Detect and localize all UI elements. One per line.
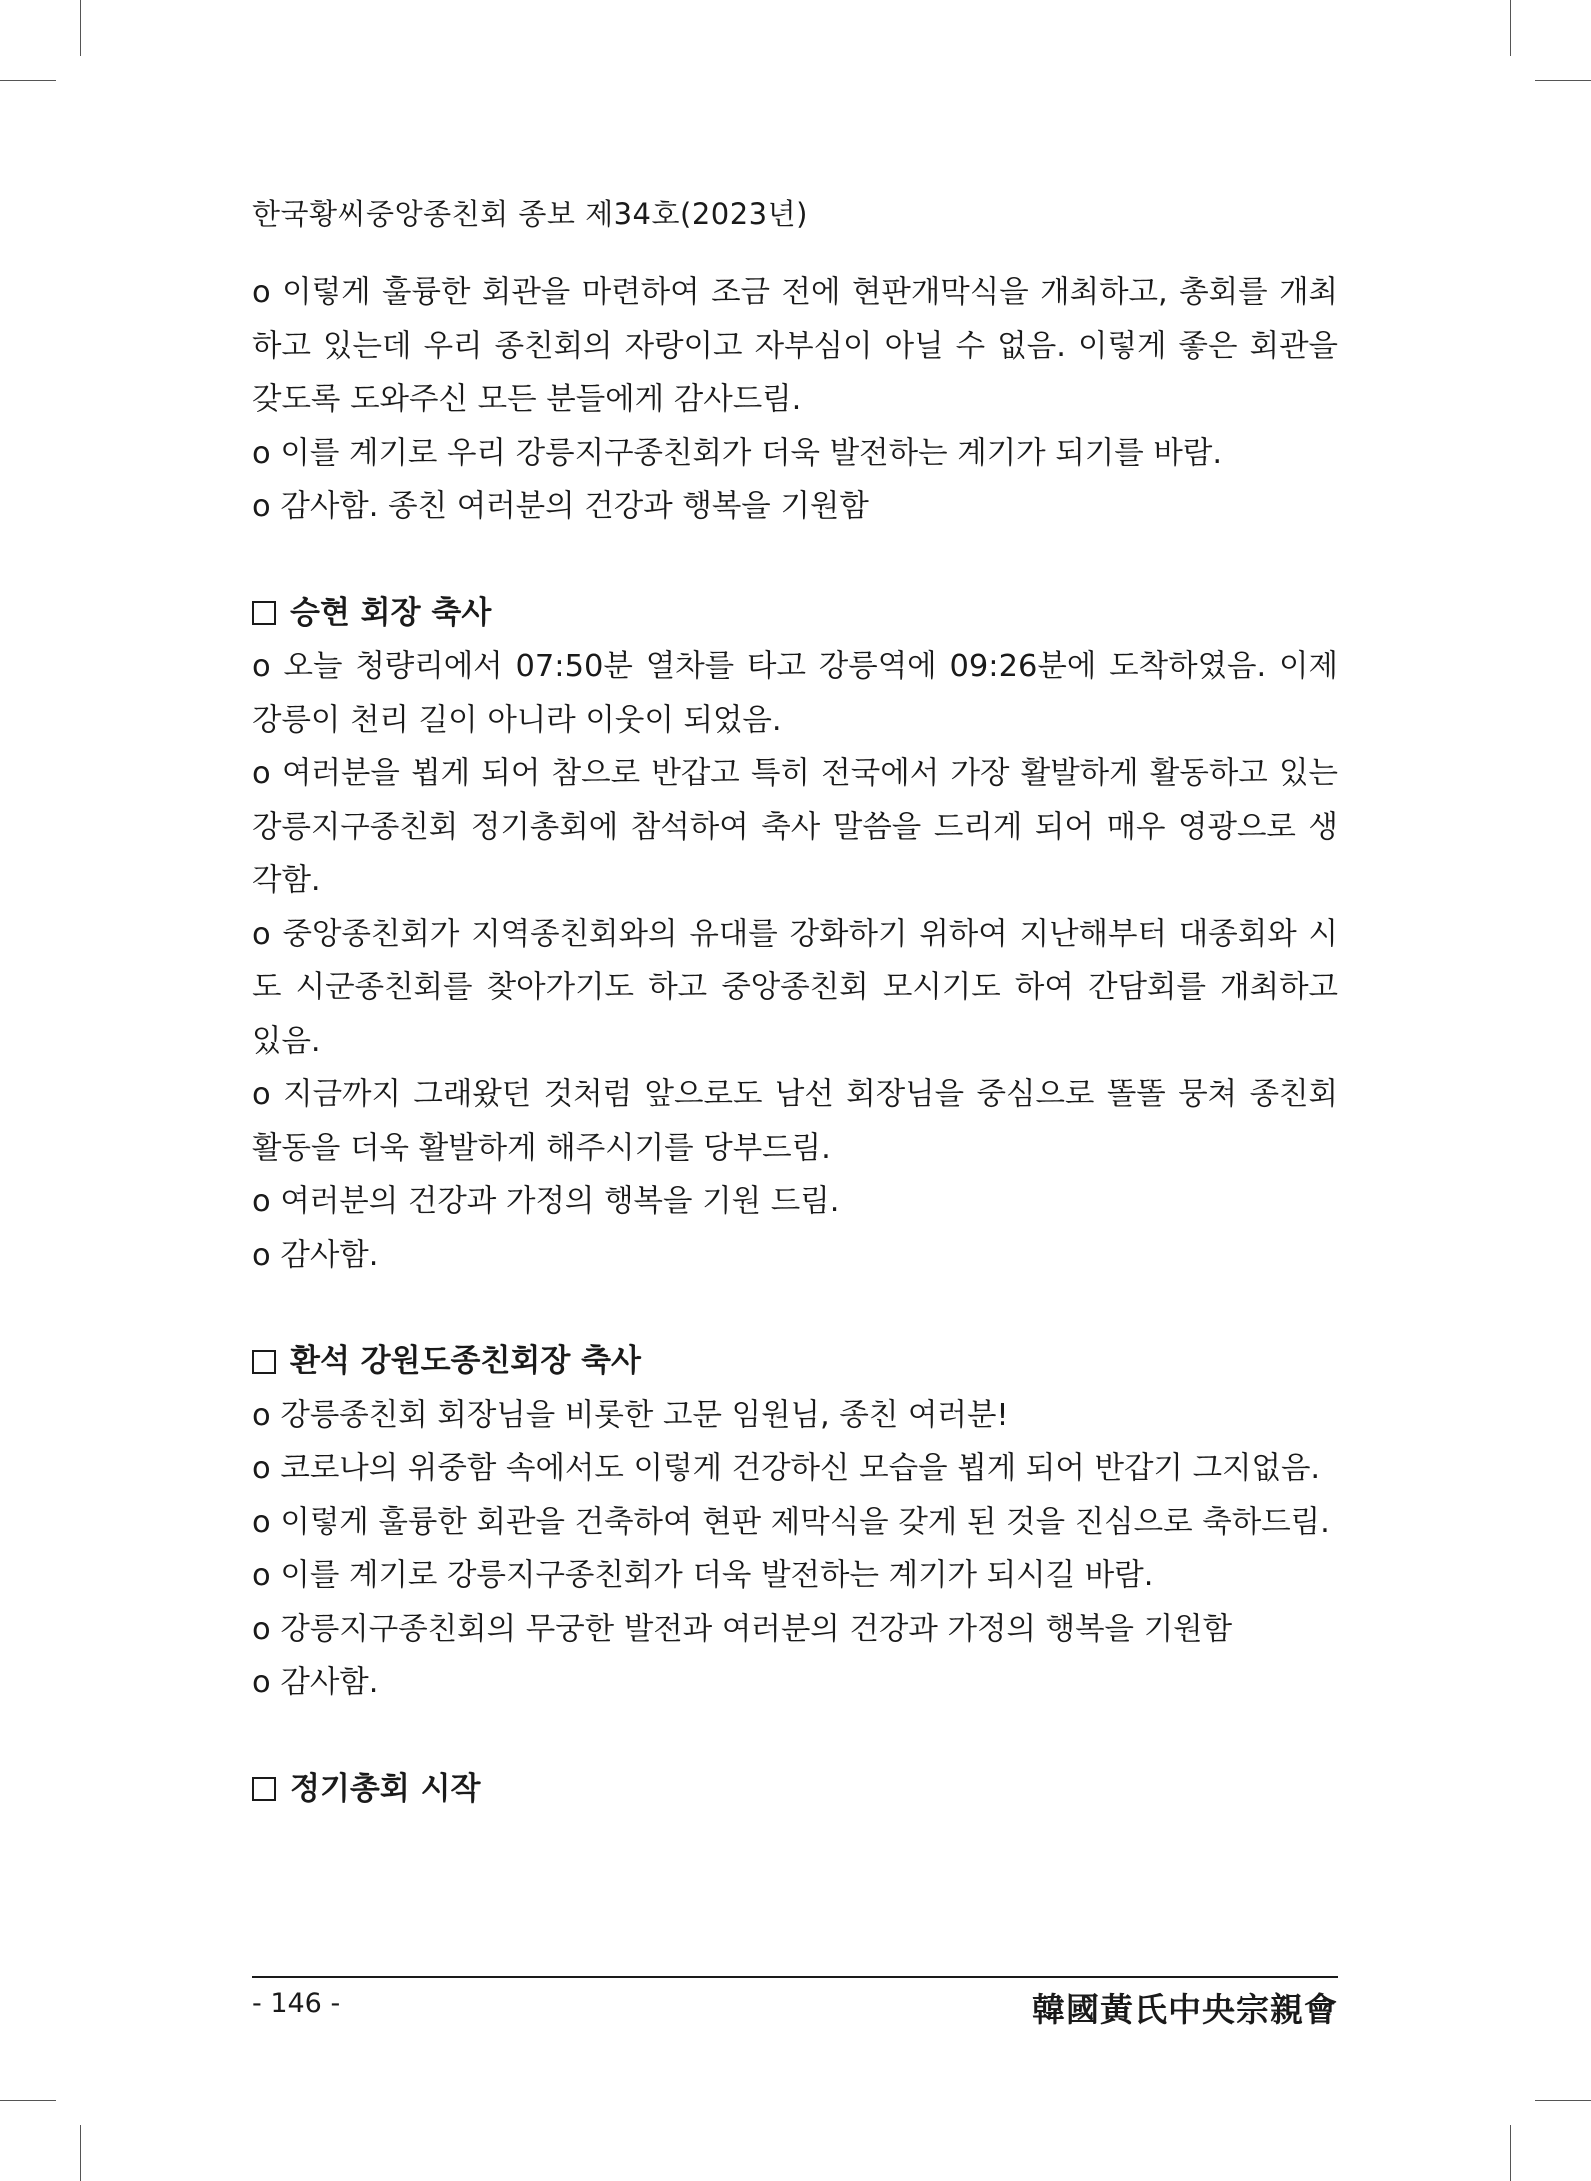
paragraph: o 여러분의 건강과 가정의 행복을 기원 드림. xyxy=(252,1184,840,1219)
crop-mark xyxy=(1510,0,1511,56)
section-heading-text: 정기총회 시작 xyxy=(290,1770,481,1807)
organization-name: 韓國黃氏中央宗親會 xyxy=(1032,1990,1338,2029)
crop-mark xyxy=(80,2125,81,2181)
crop-mark xyxy=(0,2100,56,2101)
checkbox-square-icon xyxy=(252,601,276,625)
checkbox-square-icon xyxy=(252,1777,276,1801)
crop-mark xyxy=(1510,2125,1511,2181)
crop-mark xyxy=(80,0,81,56)
running-head: 한국황씨중앙종친회 종보 제34호(2023년) xyxy=(252,197,808,231)
paragraph: o 지금까지 그래왔던 것처럼 앞으로도 남선 회장님을 중심으로 똘똘 뭉쳐 종친회 활동을 더욱 활발하게 해주시기를 당부드림. xyxy=(252,1077,1338,1166)
paragraph: o 강릉지구종친회의 무궁한 발전과 여러분의 건강과 가정의 행복을 기원함 xyxy=(252,1611,1233,1647)
paragraph: o 코로나의 위중함 속에서도 이렇게 건강하신 모습을 뵙게 되어 반갑기 그지없음. xyxy=(252,1451,1321,1486)
paragraph: o 이렇게 훌륭한 회관을 건축하여 현판 제막식을 갖게 된 것을 진심으로 축하드림. xyxy=(252,1504,1330,1540)
section-general-meeting xyxy=(252,1763,1338,1817)
paragraph: o 이렇게 훌륭한 회관을 마련하여 조금 전에 현판개막식을 개최하고, 총회를 개최하고 있는데 우리 종친회의 자랑이고 자부심이 아닐 수 없음. 이렇게 좋은 회관을 갖도록 도와주신 모든 분들에게 감사드림. xyxy=(252,275,1338,417)
paragraph: o 여러분을 뵙게 되어 참으로 반갑고 특히 전국에서 가장 활발하게 활동하고 있는 강릉지구종친회 정기총회에 참석하여 축사 말씀을 드리게 되어 매우 영광으로 생각함. xyxy=(252,756,1338,898)
paragraph: o 감사함. 종친 여러분의 건강과 행복을 기원함 xyxy=(252,489,869,524)
section-heading-text: 승현 회장 축사 xyxy=(290,594,492,631)
paragraph: o 강릉종친회 회장님을 비롯한 고문 임원님, 종친 여러분! xyxy=(252,1397,1009,1433)
crop-mark xyxy=(0,80,56,81)
section-heading xyxy=(252,587,1338,641)
paragraph: o 이를 계기로 강릉지구종친회가 더욱 발전하는 계기가 되시길 바람. xyxy=(252,1558,1154,1593)
intro-block xyxy=(252,266,1338,534)
crop-mark xyxy=(1535,80,1591,81)
page-number: - 146 - xyxy=(252,1988,341,2019)
section-chairman-address xyxy=(252,587,1338,1283)
section-heading xyxy=(252,1763,1338,1817)
crop-mark xyxy=(1535,2100,1591,2101)
section-heading xyxy=(252,1335,1338,1389)
checkbox-square-icon xyxy=(252,1350,276,1374)
section-heading-text: 환석 강원도종친회장 축사 xyxy=(290,1343,641,1379)
paragraph: o 감사함. xyxy=(252,1237,379,1273)
paragraph: o 이를 계기로 우리 강릉지구종친회가 더욱 발전하는 계기가 되기를 바람. xyxy=(252,435,1223,471)
paragraph: o 중앙종친회가 지역종친회와의 유대를 강화하기 위하여 지난해부터 대종회와 시도 시군종친회를 찾아가기도 하고 중앙종친회 모시기도 하여 간담회를 개최하고 있음. xyxy=(252,916,1338,1059)
paragraph: o 오늘 청량리에서 07:50분 열차를 타고 강릉역에 09:26분에 도착하였음. 이제 강릉이 천리 길이 아니라 이웃이 되었음. xyxy=(252,649,1338,738)
section-gangwon-address xyxy=(252,1335,1338,1710)
paragraph: o 감사함. xyxy=(252,1665,379,1700)
footer-divider xyxy=(252,1976,1338,1978)
page-content xyxy=(252,266,1338,1816)
